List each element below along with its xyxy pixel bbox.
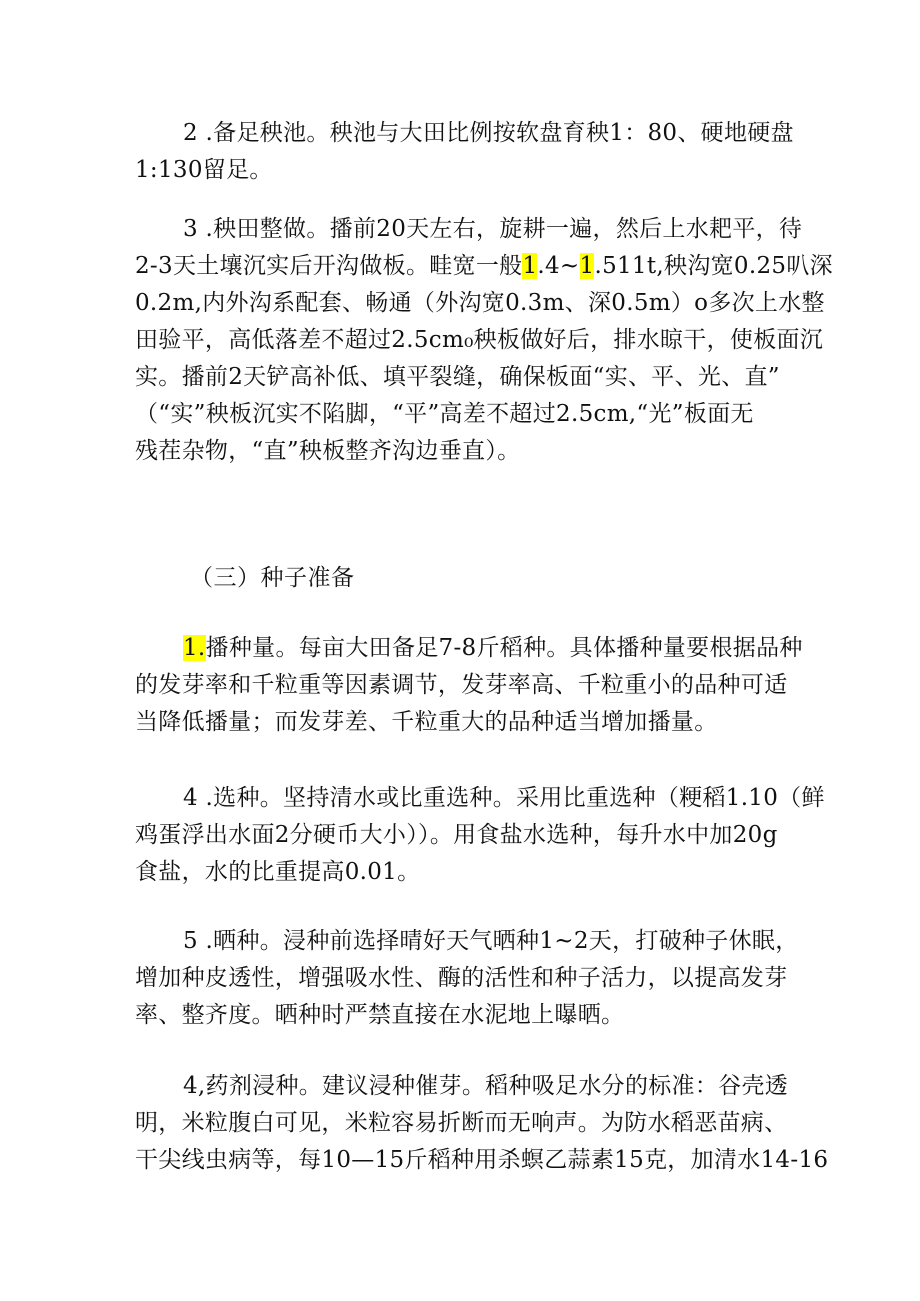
text-line: 鸡蛋浮出水面2分硬币大小））。用食盐水选种，每升水中加20g xyxy=(135,822,778,848)
paragraph-seed-drying xyxy=(135,923,799,1034)
text-line: 4,药剂浸种。建议浸种催芽。稻种吸足水分的标准：谷壳透 xyxy=(183,1073,789,1099)
text-line: 2 .备足秧池。秧池与大田比例按软盘育秧1：80、硬地硬盘 xyxy=(183,120,794,146)
text-segment: .511t,秧沟宽0.25叭深 xyxy=(594,253,833,279)
text-line: 率、整齐度。晒种时严禁直接在水泥地上曝晒。 xyxy=(135,1002,625,1028)
paragraph-seedbed-preparation xyxy=(135,115,793,189)
highlight-mark: 1 xyxy=(522,253,538,279)
text-line: 实。播前2天铲高补低、填平裂缝，确保板面“实、平、光、直” xyxy=(135,364,780,390)
section-heading: （三）种子准备 xyxy=(190,565,355,591)
text-line: 的发芽率和千粒重等因素调节，发芽率高、千粒重小的品种可适 xyxy=(135,672,788,698)
text-line: 残茬杂物，“直”秧板整齐沟边垂直）。 xyxy=(135,438,521,464)
text-segment: 播种量。每亩大田备足7-8斤稻种。具体播种量要根据品种 xyxy=(205,635,803,661)
text-line: 3 .秧田整做。播前20天左右，旋耕一遍，然后上水耙平，待 xyxy=(183,216,803,242)
text-line: 田验平，高低落差不超过2.5cm₀秧板做好后，排水晾干，使板面沉 xyxy=(135,327,824,353)
text-line-with-highlight xyxy=(135,630,803,667)
paragraph-seeding-amount xyxy=(135,630,803,741)
text-line: 食盐，水的比重提高0.01。 xyxy=(135,859,421,885)
text-line: 4 .选种。坚持清水或比重选种。采用比重选种（粳稻1.10（鲜 xyxy=(183,785,825,811)
paragraph-seed-soaking xyxy=(135,1068,829,1179)
text-segment: .4~ xyxy=(537,253,580,279)
highlight-mark: 1 xyxy=(579,253,595,279)
paragraph-seedbed-leveling xyxy=(135,211,833,470)
text-line: 当降低播量；而发芽差、千粒重大的品种适当增加播量。 xyxy=(135,709,718,735)
text-line: （“实”秧板沉实不陷脚，“平”高差不超过2.5cm,“光”板面无 xyxy=(135,401,754,427)
highlight-mark: 1. xyxy=(183,635,206,661)
text-line: 5 .晒种。浸种前选择晴好天气晒种1~2天，打破种子休眠， xyxy=(183,928,799,954)
text-line: 1:130留足。 xyxy=(135,157,273,183)
text-line-with-highlight xyxy=(135,248,833,285)
text-line: 增加种皮透性，增强吸水性、酶的活性和种子活力，以提高发芽 xyxy=(135,965,788,991)
text-line: 明，米粒腹白可见，米粒容易折断而无响声。为防水稻恶苗病、 xyxy=(135,1110,788,1136)
paragraph-seed-selection xyxy=(135,780,825,891)
text-line: 干尖线虫病等，每10—15斤稻种用杀螟乙蒜素15克，加清水14-16 xyxy=(135,1147,829,1173)
text-line: 0.2m,内外沟系配套、畅通（外沟宽0.3m、深0.5m）o多次上水整 xyxy=(135,290,825,316)
text-segment: 2-3天土壤沉实后开沟做板。畦宽一般 xyxy=(135,253,523,279)
